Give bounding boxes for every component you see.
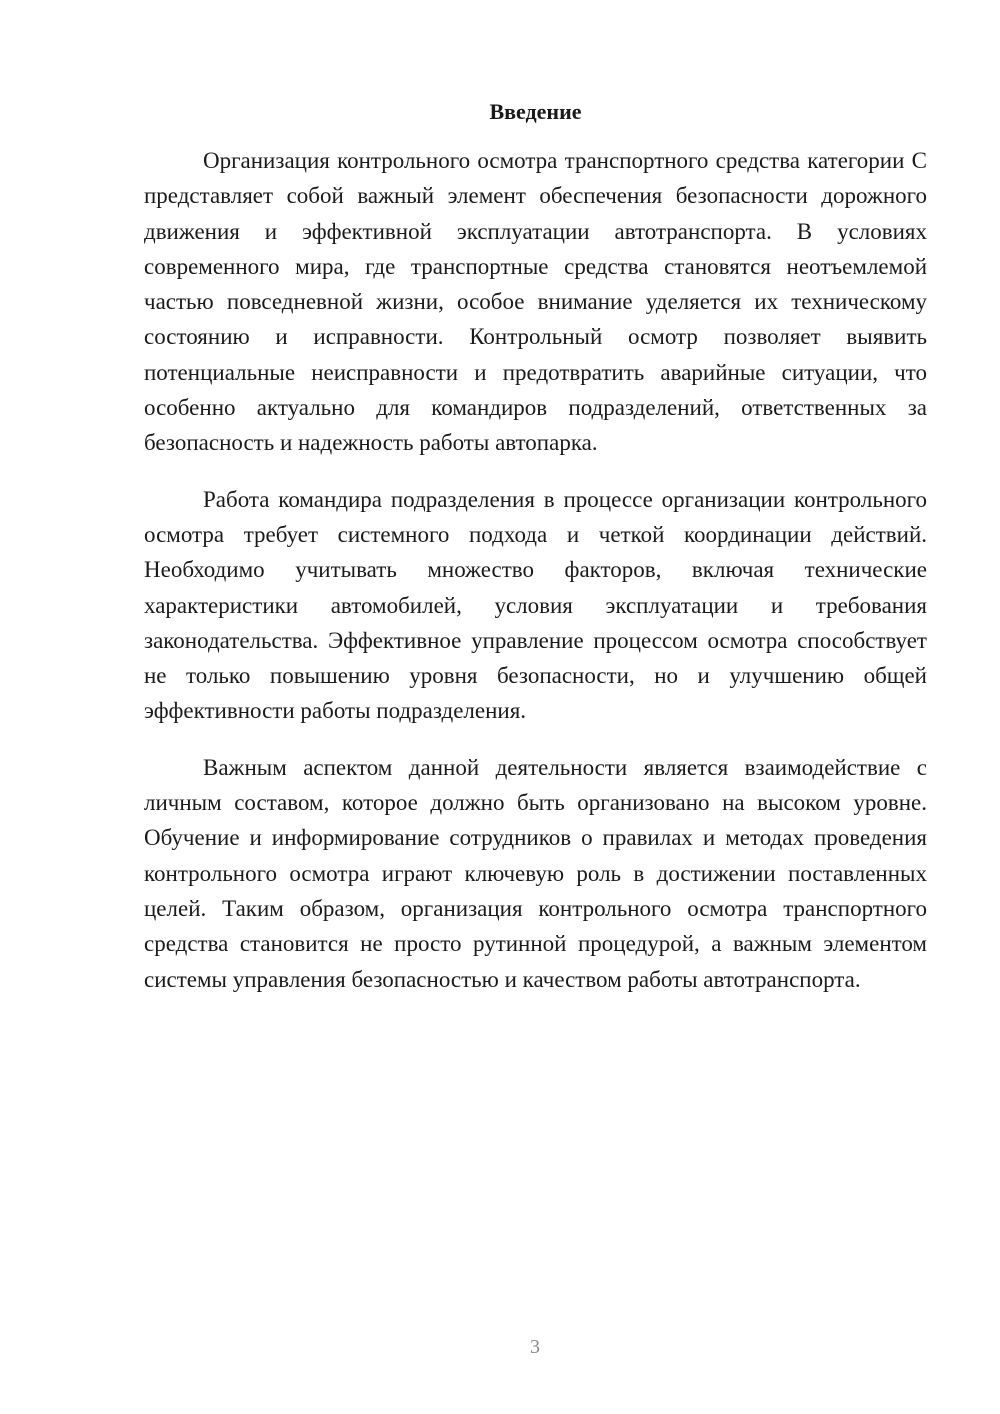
paragraph-2: Работа командира подразделения в процессе организации контрольного осмотра требует системного подхода и четкой координации действий. Необходимо учитывать множество факторов, включая технические характеристики автомобилей, условия эксплуатации и требования законодательства. Эффективное управление процессом осмотра способствует не только повышению уровня безопасности, но и улучшению общей эффективности работы подразделения. bbox=[144, 486, 927, 724]
section-heading: Введение bbox=[489, 99, 582, 124]
paragraph-1: Организация контрольного осмотра транспортного средства категории C представляет собой важный элемент обеспечения безопасности дорожного движения и эффективной эксплуатации автотранспорта. В условиях современного мира, где транспортные средства становятся неотъемлемой частью повседневной жизни, особое внимание уделяется их техническому состоянию и исправности. Контрольный осмотр позволяет выявить потенциальные неисправности и предотвратить аварийные ситуации, что особенно актуально для командиров подразделений, ответственных за безопасность и надежность работы автопарка. bbox=[144, 148, 927, 456]
page-content bbox=[144, 97, 927, 997]
paragraph-3: Важным аспектом данной деятельности является взаимодействие с личным составом, которое должно быть организовано на высоком уровне. Обучение и информирование сотрудников о правилах и методах проведения контрольного осмотра играют ключевую роль в достижении поставленных целей. Таким образом, организация контрольного осмотра транспортного средства становится не просто рутинной процедурой, а важным элементом системы управления безопасностью и качеством работы автотранспорта. bbox=[144, 754, 927, 992]
page-number: 3 bbox=[530, 1336, 540, 1358]
